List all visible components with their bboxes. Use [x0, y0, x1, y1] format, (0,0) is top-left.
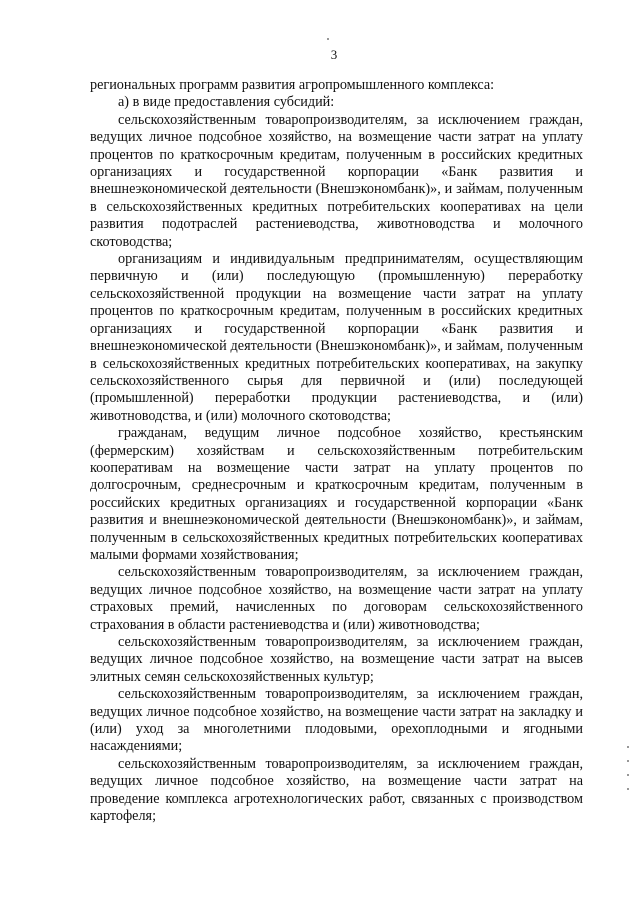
paragraph: организациям и индивидуальным предпринимателям, осуществляющим первичную и (или) последующую (промышленную) переработку сельскохозяйственной продукции на возмещение части затрат на уплату процентов по краткосрочным кредитам, полученным в российских кредитных организациях и государственной корпорации «Банк развития и внешнеэкономической деятельности (Внешэкономбанк)», и займам, полученным в сельскохозяйственных кредитных потребительских кооперативах, на закупку сельскохозяйственного сырья для первичной и (или) последующей (промышленной) переработки продукции растениеводства, и (или) животноводства, и (или) молочного скотоводства;	[90, 251, 583, 424]
paragraph: сельскохозяйственным товаропроизводителям, за исключением граждан, ведущих личное подсобное хозяйство, на возмещение части затрат на высев элитных семян сельскохозяйственных культур;	[90, 634, 583, 685]
page-number: 3	[330, 47, 338, 62]
paragraph: а) в виде предоставления субсидий:	[118, 94, 335, 111]
scan-mark	[627, 746, 629, 748]
paragraph: сельскохозяйственным товаропроизводителям, за исключением граждан, ведущих личное подсобное хозяйство, на возмещение части затрат на проведение комплекса агротехнологических работ, связанных с производством картофеля;	[90, 755, 583, 825]
paragraph: сельскохозяйственным товаропроизводителям, за исключением граждан, ведущих личное подсобное хозяйство, на возмещение части затрат на закладку и (или) уход за многолетними плодовыми, орехоплодными и ягодными насаждениями;	[90, 686, 583, 755]
paragraph: сельскохозяйственным товаропроизводителям, за исключением граждан, ведущих личное подсобное хозяйство, на возмещение части затрат на уплату страховых премий, начисленных по договорам сельскохозяйственного страхования в области растениеводства и (или) животноводства;	[90, 564, 583, 633]
paragraph: гражданам, ведущим личное подсобное хозяйство, крестьянским (фермерским) хозяйствам и сельскохозяйственным потребительским кооперативам на возмещение части затрат на уплату процентов по долгосрочным, среднесрочным и краткосрочным кредитам, полученным в российских кредитных организациях и государственной корпорации «Банк развития и внешнеэкономической деятельности (Внешэкономбанк)», и займам, полученным в сельскохозяйственных кредитных потребительских кооперативах малыми формами хозяйствования;	[90, 425, 583, 563]
scan-mark	[627, 760, 629, 762]
document-body	[90, 77, 583, 825]
paragraph: сельскохозяйственным товаропроизводителям, за исключением граждан, ведущих личное подсобное хозяйство, на возмещение части затрат на уплату процентов по краткосрочным кредитам, полученным в российских кредитных организациях и государственной корпорации «Банк развития и внешнеэкономической деятельности (Внешэкономбанк)», и займам, полученным в сельскохозяйственных кредитных потребительских кооперативах на цели развития подотраслей растениеводства, животноводства и молочного скотоводства;	[90, 111, 583, 250]
scan-mark	[327, 38, 329, 40]
paragraph: региональных программ развития агропромышленного комплекса:	[90, 77, 495, 93]
scan-mark	[627, 774, 629, 776]
scan-mark	[627, 788, 629, 790]
